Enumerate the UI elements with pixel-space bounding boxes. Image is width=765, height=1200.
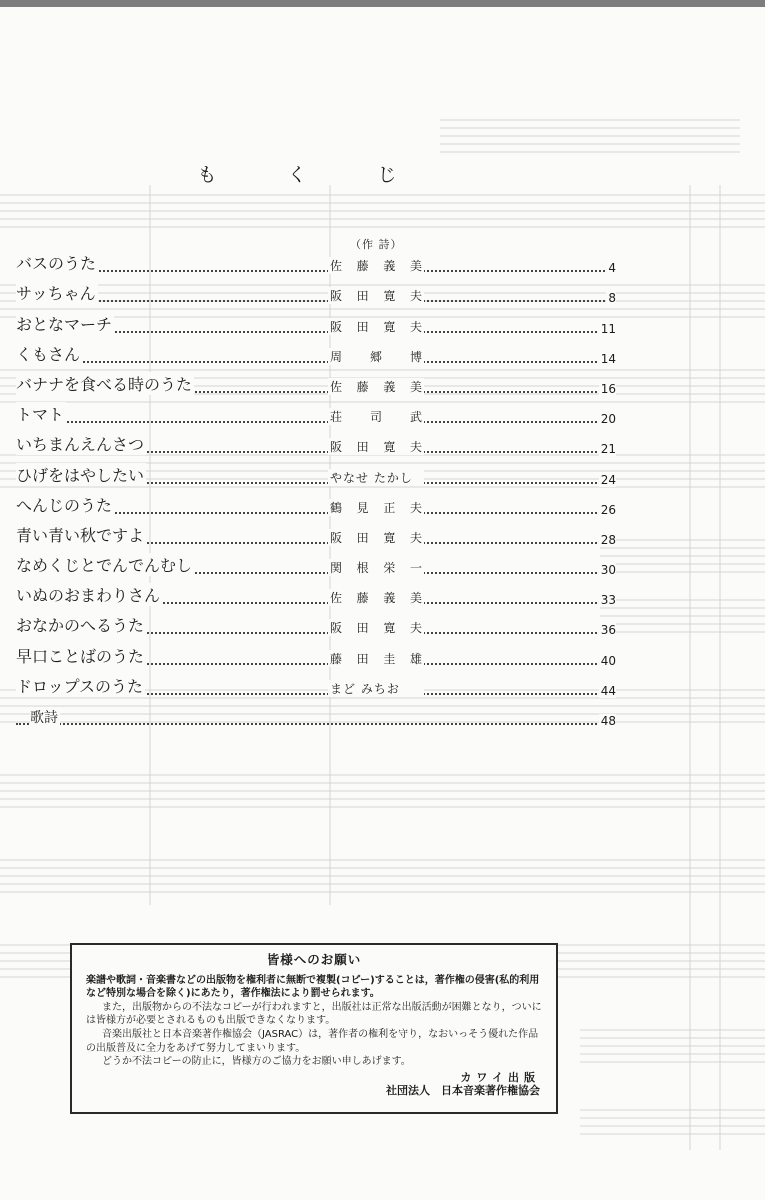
- toc-author: 佐藤義美: [330, 591, 422, 606]
- toc-page-number: 24: [600, 472, 616, 487]
- toc-author: 佐藤義美: [330, 379, 422, 394]
- notice-heading: 皆様へのお願い: [266, 952, 362, 967]
- toc-page-number: 14: [600, 351, 616, 366]
- toc-title: いちまんえんさつ: [16, 432, 146, 455]
- toc-author: まど みちお: [328, 680, 424, 697]
- toc-entry[interactable]: [16, 612, 616, 642]
- toc-entry[interactable]: [16, 522, 616, 552]
- toc-page-number: 20: [600, 412, 616, 427]
- toc-page-number: 16: [600, 381, 616, 396]
- toc-author: 鶴見正夫: [330, 500, 422, 515]
- toc-entry[interactable]: [16, 461, 616, 491]
- organization-name: 社団法人 日本音楽著作権協会: [386, 1084, 540, 1098]
- toc-entry[interactable]: [16, 250, 616, 280]
- toc-author: 阪田寛夫: [330, 289, 422, 304]
- toc-page-number: 33: [600, 593, 616, 608]
- toc-title: ドロップスのうた: [16, 674, 145, 697]
- toc-entry[interactable]: [16, 642, 616, 672]
- toc-entry[interactable]: [16, 552, 616, 582]
- page-title: も く じ: [197, 164, 423, 186]
- toc-title: なめくじとでんでんむし: [16, 553, 194, 576]
- toc-author: 佐藤義美: [330, 259, 422, 274]
- toc-author: 阪田寛夫: [330, 319, 422, 334]
- table-of-contents: [16, 250, 616, 733]
- toc-author: やなせ たかし: [328, 469, 424, 486]
- toc-page-number: 30: [600, 563, 616, 578]
- toc-author: 阪田寛夫: [330, 621, 422, 636]
- toc-page-number: 26: [600, 502, 616, 517]
- toc-entry[interactable]: [16, 280, 616, 310]
- toc-page-number: 40: [600, 653, 616, 668]
- toc-page-number: 11: [600, 321, 616, 336]
- notice-paragraph: どうか不法コピーの防止に，皆様方のご協力をお願い申しあげます。: [102, 1056, 411, 1068]
- toc-entry-lyrics[interactable]: [16, 703, 616, 733]
- toc-title: バスのうた: [16, 251, 98, 274]
- toc-author: 関根栄一: [330, 561, 422, 576]
- publisher-name: カワイ出版: [460, 1070, 540, 1084]
- notice-paragraph: 音楽出版社と日本音楽著作権協会（JASRAC）は，著作者の権利を守り，なおいっそう優れた作品の出版普及に全力をあげて努力してまいります。: [86, 1028, 539, 1054]
- toc-entry[interactable]: [16, 310, 616, 340]
- toc-page-number: 21: [600, 442, 616, 457]
- toc-title: 早口ことばのうた: [16, 644, 146, 667]
- notice-paragraph: 楽譜や歌詞・音楽書などの出版物を権利者に無断で複製(コピー)することは，著作権の侵害(私的利用など特別な場合を除く)にあたり，著作権法により罰せられます。: [86, 974, 540, 1000]
- toc-title: おなかのへるうた: [16, 613, 146, 636]
- toc-author: 荘司武: [330, 410, 422, 425]
- toc-entry[interactable]: [16, 401, 616, 431]
- toc-title: くもさん: [16, 342, 82, 365]
- notice-paragraph: また，出版物からの不法なコピーが行われますと，出版社は正常な出版活動が困難となり，ついには皆様方が必要とされるものも出版できなくなります。: [86, 1001, 542, 1027]
- dot-leader: [16, 421, 616, 423]
- toc-page-number: 4: [608, 261, 616, 276]
- author-column-header: （作 詩）: [350, 238, 403, 251]
- scan-edge-band: [0, 0, 765, 7]
- toc-author: 阪田寛夫: [330, 440, 422, 455]
- toc-title: サッちゃん: [16, 281, 98, 304]
- toc-title: トマト: [16, 402, 66, 425]
- toc-title: おとなマーチ: [16, 312, 114, 335]
- toc-entry[interactable]: [16, 492, 616, 522]
- toc-title: へんじのうた: [16, 493, 114, 516]
- toc-entry[interactable]: [16, 673, 616, 703]
- toc-page-number: 48: [600, 714, 616, 728]
- dot-leader: [16, 361, 616, 363]
- toc-author: 阪田寛夫: [330, 530, 422, 545]
- toc-page-number: 44: [600, 683, 616, 698]
- toc-title: 青い青い秋ですよ: [16, 523, 146, 546]
- toc-page-number: 28: [600, 532, 616, 547]
- copyright-notice-box: [70, 943, 558, 1114]
- toc-title: ひげをはやしたい: [16, 463, 146, 486]
- toc-title: 歌詩: [30, 707, 60, 727]
- dot-leader: [16, 270, 616, 272]
- toc-entry[interactable]: [16, 341, 616, 371]
- toc-entry[interactable]: [16, 582, 616, 612]
- toc-page-number: 36: [600, 623, 616, 638]
- dot-leader: [16, 723, 616, 725]
- toc-title: いぬのおまわりさん: [16, 583, 162, 606]
- dot-leader: [16, 300, 616, 302]
- toc-title: バナナを食べる時のうた: [16, 372, 194, 395]
- toc-author: 藤田圭雄: [330, 651, 422, 666]
- toc-page-number: 8: [608, 291, 616, 306]
- toc-author: 周郷博: [330, 349, 422, 364]
- toc-entry[interactable]: [16, 371, 616, 401]
- toc-entry[interactable]: [16, 431, 616, 461]
